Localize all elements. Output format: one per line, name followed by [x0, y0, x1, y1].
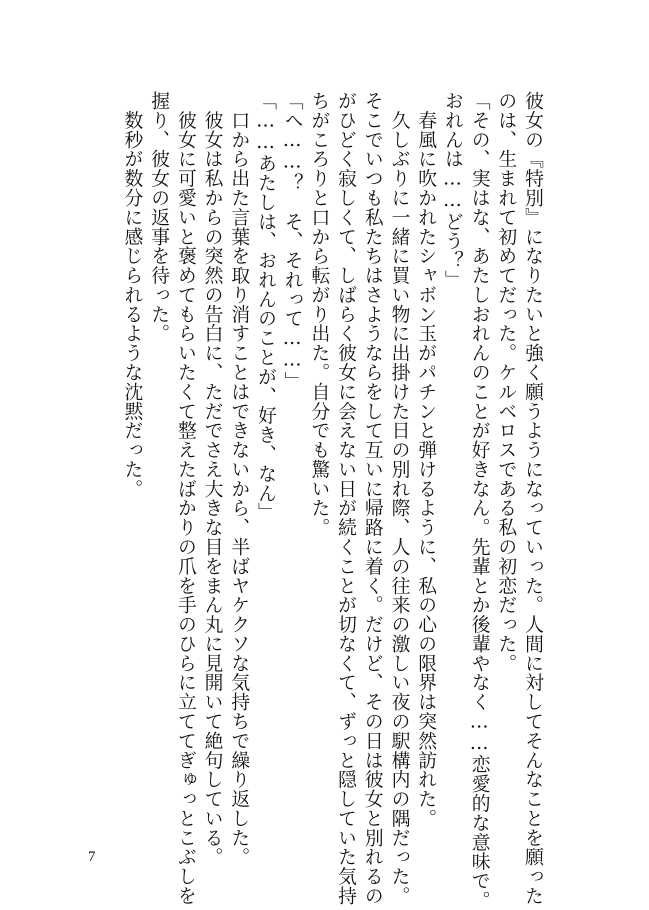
- text-line-2: のは、生まれて初めてだった。ケルベロスである私の初恋だった。: [495, 91, 517, 673]
- text-line-8: がひどく寂しくて、しばらく彼女に会えない日が続くことが切なくて、ずっと隠していた気持: [335, 91, 357, 906]
- text-line-10: 「へ……？ そ、それって……」: [281, 91, 303, 391]
- text-line-5: 春風に吹かれたシャボン玉がパチンと弾けるように、私の心の限界は突然訪れた。: [415, 91, 437, 828]
- vertical-text-body: [100, 91, 545, 910]
- text-line-3: 「その、実はな、あたしおれんのことが好きなん。先輩とか後輩やなく……恋愛的な意味で。: [468, 91, 490, 910]
- text-line-4: おれんは……どう？」: [441, 91, 463, 290]
- text-line-11: 「……あたしは、おれんのことが、好き、なん」: [254, 91, 276, 522]
- text-line-7: そこでいつも私たちはさようならをして互いに帰路に着く。だけど、その日は彼女と別れるの: [361, 91, 383, 906]
- text-line-14: 彼女に可愛いと褒めてもらいたくて整えたばかりの爪を手のひらに立ててぎゅっとこぶしを: [174, 91, 196, 906]
- page-number: 7: [88, 849, 96, 865]
- text-line-9: ちがころりと口から転がり出た。自分でも驚いた。: [308, 91, 330, 537]
- text-line-1: 彼女の『特別』になりたいと強く願うようになっていった。人間に対してそんなことを願った: [522, 91, 543, 906]
- text-line-16: 数秒が数分に感じられるような沈黙だった。: [121, 91, 143, 499]
- text-line-6: 久しぶりに一緒に買い物に出掛けた日の別れ際、人の往来の激しい夜の駅構内の隅だった。: [388, 91, 410, 906]
- text-line-15: 握り、彼女の返事を待った。: [148, 91, 170, 344]
- text-line-13: 彼女は私からの突然の告白に、ただでさえ大きな目をまん丸に見開いて絶句している。: [201, 91, 223, 867]
- text-line-12: 口から出た言葉を取り消すことはできないから、半ばヤケクソな気持ちで繰り返した。: [228, 91, 250, 867]
